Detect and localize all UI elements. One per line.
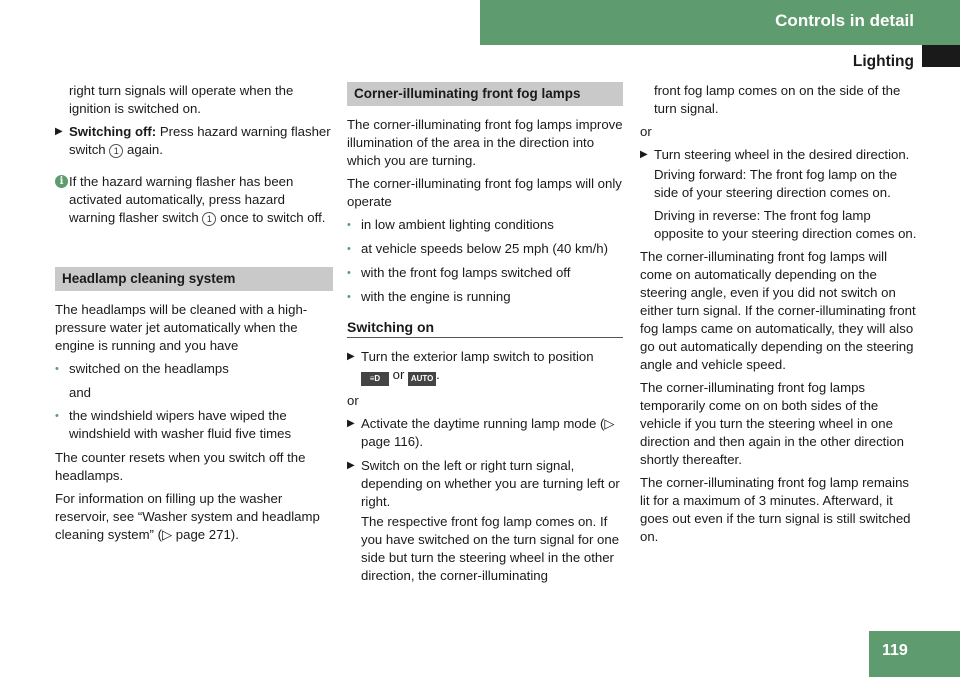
page-number: 119 xyxy=(882,642,908,659)
note-text-end: once to switch off. xyxy=(220,210,326,225)
action-text: Press hazard warning flasher switch xyxy=(69,124,331,157)
bullet-icon: • xyxy=(347,243,351,255)
paragraph: For information on filling up the washer reservoir, see “Washer system and headlamp cleaning system” (▷ page 271). xyxy=(55,491,320,542)
info-note xyxy=(55,173,333,227)
bullet-item xyxy=(347,216,623,234)
bullet-text: with the engine is running xyxy=(361,289,511,304)
action-item xyxy=(347,457,623,511)
action-text: Turn steering wheel in the desired direction. xyxy=(654,147,910,162)
column-middle xyxy=(347,82,623,590)
section-heading: Corner-illuminating front fog lamps xyxy=(347,82,623,106)
intro-text: right turn signals will operate when the ignition is switched on. xyxy=(69,83,294,116)
section-title: Lighting xyxy=(852,53,914,70)
bullet-item xyxy=(55,407,333,443)
action-detail: Driving forward: The front fog lamp on the side of your steering direction comes on. xyxy=(654,167,898,200)
subheading: Switching on xyxy=(347,318,623,338)
paragraph: The headlamps will be cleaned with a high-pressure water jet automatically when the engine is running and you have xyxy=(55,302,308,353)
continued-text: front fog lamp comes on on the side of the turn signal. xyxy=(654,83,901,116)
action-arrow-icon: ▶ xyxy=(640,149,648,160)
bullet-text: at vehicle speeds below 25 mph (40 km/h) xyxy=(361,241,609,256)
bullet-item xyxy=(347,288,623,306)
callout-number: 1 xyxy=(202,212,216,226)
bullet-text: the windshield wipers have wiped the windshield with washer fluid five times xyxy=(69,408,292,441)
low-beam-switch-icon: ≡D xyxy=(361,372,389,386)
info-icon: i xyxy=(55,175,68,188)
action-arrow-icon: ▶ xyxy=(55,126,63,137)
conjunction: or xyxy=(347,393,359,408)
action-item xyxy=(55,123,333,159)
action-item: ▶ Turn the exterior lamp switch to position ≡D or AUTO . xyxy=(347,348,623,386)
action-text: Turn the exterior lamp switch to position xyxy=(361,349,594,364)
bullet-item xyxy=(55,360,333,378)
column-right xyxy=(640,82,920,551)
switching-off-label: Switching off: xyxy=(69,124,157,139)
conjunction: or xyxy=(640,124,652,139)
action-arrow-icon: ▶ xyxy=(347,460,355,471)
action-detail: The respective front fog lamp comes on. If you have switched on the turn signal for one side but turn the steering wheel in the other direction, the corner-illuminating xyxy=(361,514,620,583)
note-text: If the hazard warning flasher has been activated automatically, press hazard warning flasher switch xyxy=(69,174,294,225)
bullet-icon: • xyxy=(347,219,351,231)
action-detail: Driving in reverse: The front fog lamp opposite to your steering direction comes on. xyxy=(654,208,917,241)
bullet-text: switched on the headlamps xyxy=(69,361,229,376)
section-marker xyxy=(922,45,960,67)
chapter-tab xyxy=(480,0,960,45)
section-heading: Headlamp cleaning system xyxy=(55,267,333,291)
bullet-icon: • xyxy=(55,410,59,422)
bullet-icon: • xyxy=(347,267,351,279)
paragraph: The counter resets when you switch off the headlamps. xyxy=(55,450,306,483)
bullet-icon: • xyxy=(347,291,351,303)
bullet-text: in low ambient lighting conditions xyxy=(361,217,554,232)
action-text: Activate the daytime running lamp mode (▷ page 116). xyxy=(361,416,615,449)
bullet-icon: • xyxy=(55,363,59,375)
paragraph: The corner-illuminating front fog lamp remains lit for a maximum of 3 minutes. Afterward, it goes out even if the turn signal is still switched on. xyxy=(640,475,911,544)
chapter-title: Controls in detail xyxy=(775,11,914,30)
action-arrow-icon: ▶ xyxy=(347,351,355,362)
callout-number: 1 xyxy=(109,144,123,158)
paragraph: The corner-illuminating front fog lamps temporarily come on on both sides of the vehicle if you turn the steering wheel in one direction and then again in the other direction shortly thereafter. xyxy=(640,380,904,467)
action-item xyxy=(640,146,920,164)
page-number-box xyxy=(869,631,960,677)
bullet-item xyxy=(347,264,623,282)
paragraph: The corner-illuminating front fog lamps will only operate xyxy=(347,176,622,209)
action-arrow-icon: ▶ xyxy=(347,418,355,429)
bullet-item xyxy=(347,240,623,258)
action-text: or xyxy=(392,367,405,382)
paragraph: The corner-illuminating front fog lamps improve illumination of the area in the direction into which you are turning. xyxy=(347,117,623,168)
bullet-text: with the front fog lamps switched off xyxy=(361,265,571,280)
column-left xyxy=(55,82,333,549)
auto-lamp-switch-icon: AUTO xyxy=(408,372,436,386)
paragraph: The corner-illuminating front fog lamps will come on automatically depending on the steering angle, even if you did not switch on either turn signal. If the corner-illuminating front fog lamps came on automatically, they will also go out automatically depending on the steering angle and vehicle speed. xyxy=(640,249,916,372)
action-text-end: again. xyxy=(126,142,163,157)
action-item xyxy=(347,415,623,451)
conjunction: and xyxy=(69,385,92,400)
action-text: Switch on the left or right turn signal, depending on whether you are turning left or right. xyxy=(361,458,620,509)
